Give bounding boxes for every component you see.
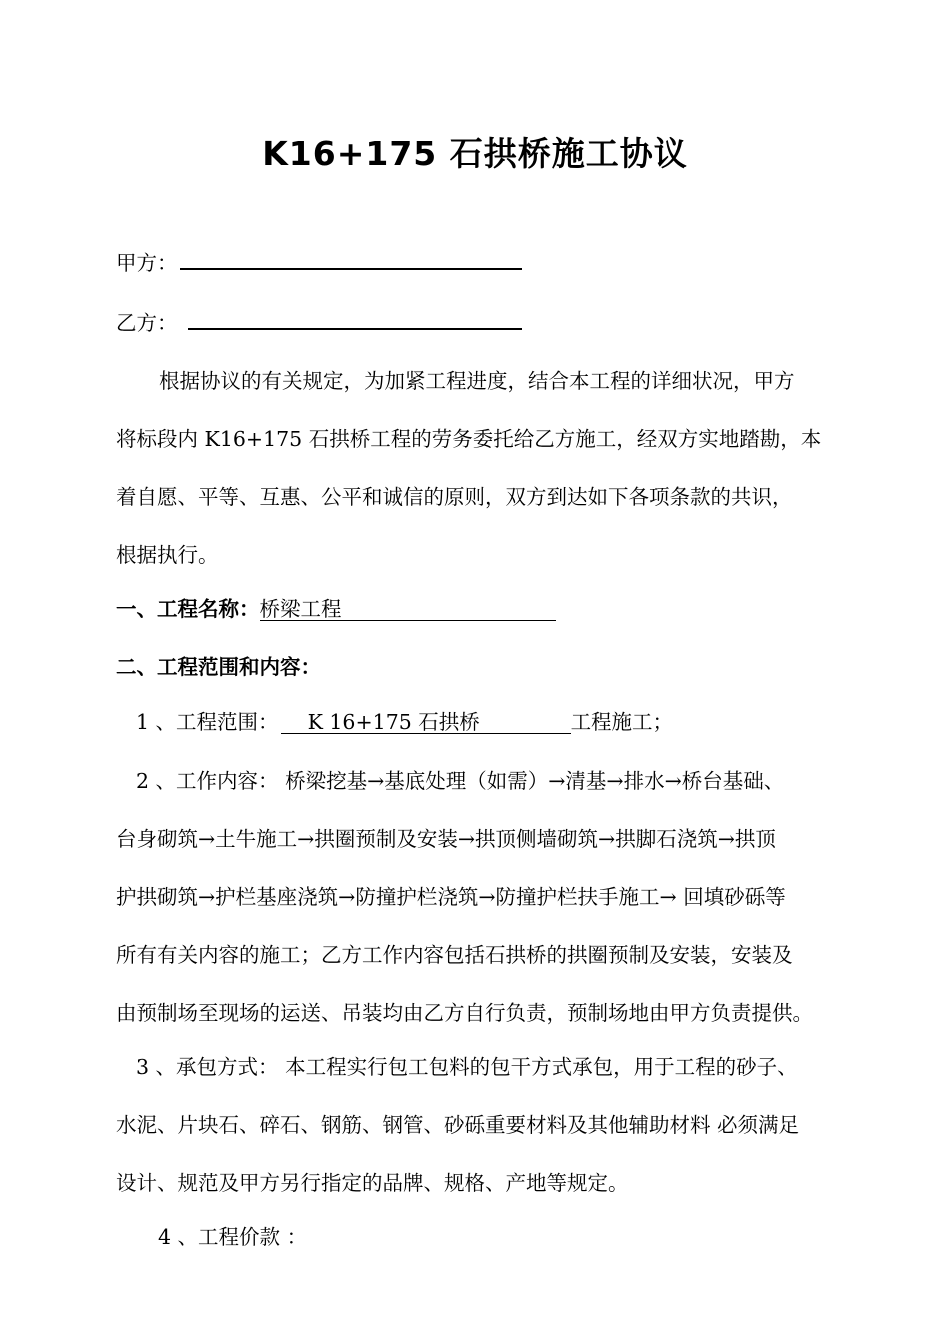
party-a-line	[116, 246, 522, 276]
project-name-value: 桥梁工程	[259, 597, 342, 621]
item-1	[136, 705, 673, 735]
item-2-line-3: 护拱砌筑→护栏基座浇筑→防撞护栏浇筑→防撞护栏扶手施工→ 回填砂砾等	[116, 885, 786, 909]
item-3-line-2: 水泥、片块石、碎石、钢筋、钢管、砂砾重要材料及其他辅助材料 必须满足	[116, 1113, 800, 1137]
item-3-line-1: 3 、承包方式： 本工程实行包工包料的包干方式承包，用于工程的砂子、	[136, 1055, 798, 1079]
item-2-line-1: 2 、工作内容： 桥梁挖基→基底处理（如需）→清基→排水→桥台基础、	[136, 769, 785, 793]
item-1-suffix: 工程施工；	[570, 710, 674, 734]
intro-line-1: 根据协议的有关规定，为加紧工程进度，结合本工程的详细状况，甲方	[159, 369, 795, 393]
item-4-label: 4 、工程价款 ：	[158, 1225, 308, 1249]
intro-line-2: 将标段内 K16+175 石拱桥工程的劳务委托给乙方施工，经双方实地踏勘，本	[116, 427, 822, 451]
item-1-label: 1 、工程范围：	[136, 710, 279, 734]
party-b-line	[116, 306, 522, 336]
item-2-line-2: 台身砌筑→土牛施工→拱圈预制及安装→拱顶侧墙砌筑→拱脚石浇筑→拱顶	[116, 827, 776, 851]
document-title: K16+175 石拱桥施工协议	[262, 134, 688, 173]
item-2-line-5: 由预制场至现场的运送、吊装均由乙方自行负责，预制场地由甲方负责提供。	[116, 1001, 813, 1025]
party-a-label: 甲方：	[116, 251, 178, 275]
intro-line-4: 根据执行。	[116, 543, 219, 567]
section-2-heading: 二、工程范围和内容：	[116, 655, 321, 679]
item-2-line-4: 所有有关内容的施工；乙方工作内容包括石拱桥的拱圈预制及安装，安装及	[116, 943, 793, 967]
scope-value: K 16+175 石拱桥	[307, 710, 480, 734]
item-3-line-3: 设计、规范及甲方另行指定的品牌、规格、产地等规定。	[116, 1171, 629, 1195]
party-b-blank	[188, 306, 522, 330]
party-a-blank	[180, 246, 522, 270]
intro-line-3: 着自愿、平等、互惠、公平和诚信的原则，双方到达如下各项条款的共识，	[116, 485, 793, 509]
party-b-label: 乙方：	[116, 311, 178, 335]
scope-field	[281, 711, 571, 734]
section-1	[116, 592, 556, 622]
project-name-field	[260, 598, 556, 621]
section-1-heading: 一、工程名称：	[116, 597, 260, 621]
